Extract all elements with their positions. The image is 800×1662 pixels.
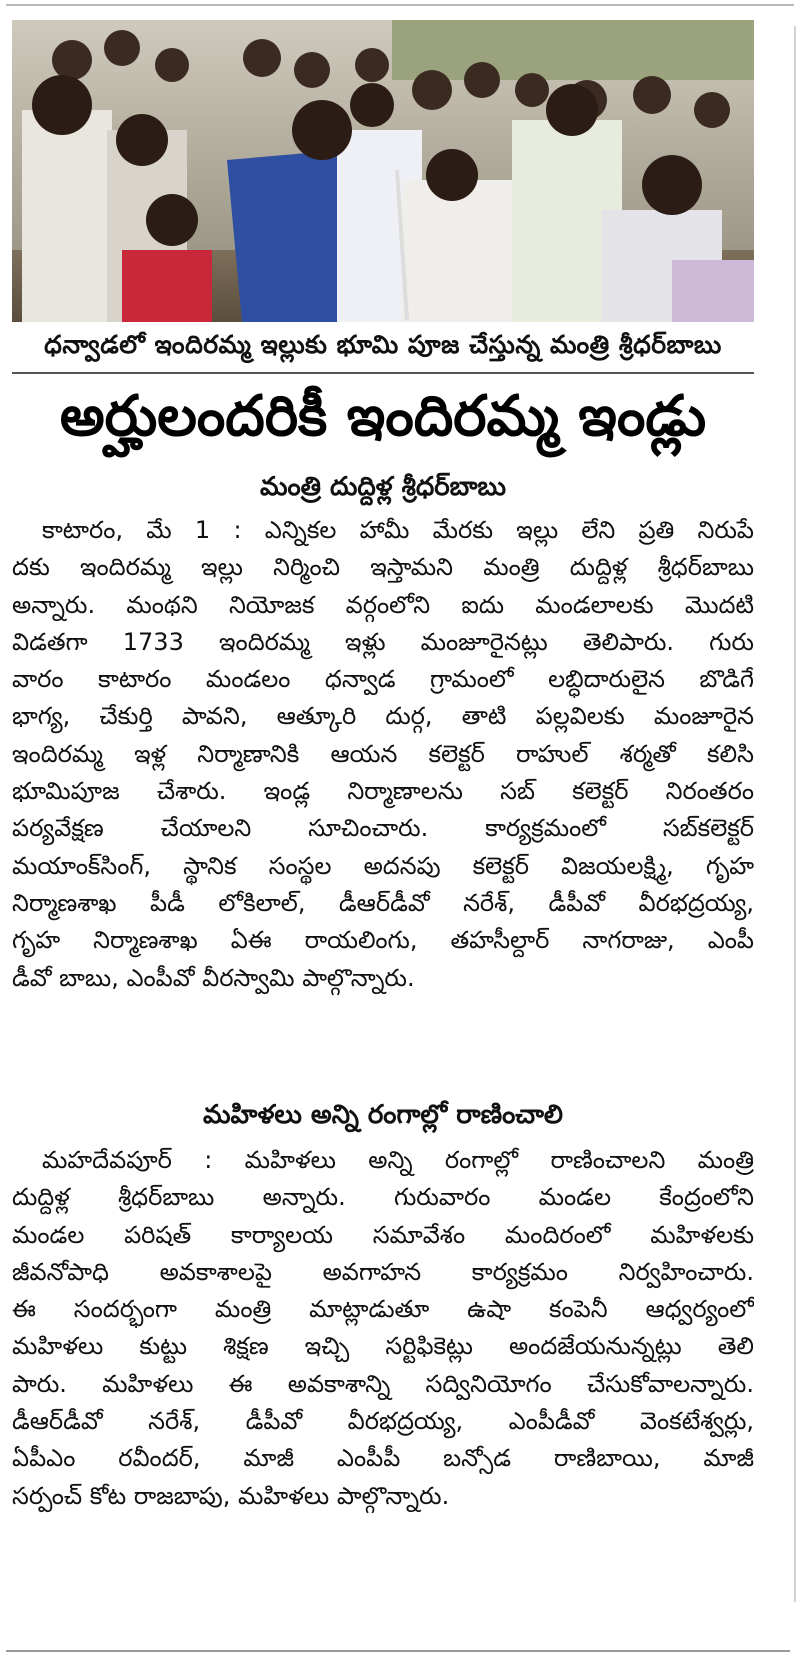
- article-headline: అర్హులందరికీ ఇందిరమ్మ ఇండ్లు: [59, 383, 707, 449]
- body-line: [12, 848, 754, 885]
- body-line: [12, 922, 754, 959]
- right-rule: [794, 26, 796, 1602]
- body-line-text: మండల పరిషత్ కార్యాలయ సమావేశం మందిరంలో మహిళలకు: [12, 1220, 754, 1249]
- body-line: [12, 1217, 754, 1254]
- photo-caption: ధన్వాడలో ఇందిరమ్మ ఇల్లుకు భూమి పూజ చేస్తున్న మంత్రి శ్రీధర్‌బాబు: [44, 330, 722, 359]
- body-line: [12, 587, 754, 624]
- body-line-text: ఇందిరమ్మ ఇళ్ల నిర్మాణానికి ఆయన కలెక్టర్ రాహుల్ శర్మతో కలిసి: [12, 739, 754, 768]
- body-line: [12, 1328, 754, 1365]
- body-line-text: పారు. మహిళలు ఈ అవకాశాన్ని సద్వినియోగం చేసుకోవాలన్నారు.: [12, 1369, 754, 1398]
- body-line: [12, 773, 754, 810]
- caption-divider: [12, 372, 754, 374]
- body-line-text: విడతగా 1733 ఇందిరమ్మ ఇళ్లు మంజూరైనట్లు తెలిపారు. గురు: [12, 627, 754, 656]
- body-line: [12, 661, 754, 698]
- body-line-text: సర్పంచ్ కోట రాజబాపు, మహిళలు పాల్గొన్నారు.: [12, 1481, 450, 1510]
- body-line: [12, 698, 754, 735]
- body-line-text: మహదేవపూర్ : మహిళలు అన్ని రంగాల్లో రాణించాలని మంత్రి: [42, 1146, 754, 1174]
- body-line-text: దకు ఇందిరమ్మ ఇల్లు నిర్మించి ఇస్తామని మంత్రి దుద్దిళ్ల శ్రీధర్‌బాబు: [12, 553, 754, 582]
- body-line: [12, 1179, 754, 1216]
- body-line: [12, 1254, 754, 1291]
- body-line-text: గృహ నిర్మాణశాఖ ఏఈ రాయలింగు, తహసీల్దార్ నాగరాజు, ఎంపీ: [12, 926, 754, 955]
- body-line-text: పర్యవేక్షణ చేయాలని సూచించారు. కార్యక్రమంలో సబ్‌కలెక్టర్: [12, 814, 754, 843]
- body-line-text: ఈ సందర్భంగా మంత్రి మాట్లాడుతూ ఉషా కంపెనీ ఆధ్వర్యంలో: [12, 1295, 754, 1324]
- body-line-text: నిర్మాణశాఖ పీడీ లోకిలాల్, డీఆర్‌డీవో నరేశ్, డీపీవో వీరభద్రయ్య,: [12, 888, 754, 917]
- body-line: [12, 1403, 754, 1440]
- body-line-text: జీవనోపాధి అవకాశాలపై అవగాహన కార్యక్రమం నిర్వహించారు.: [12, 1257, 754, 1286]
- top-rule: [6, 4, 794, 6]
- body-line: [12, 624, 754, 661]
- body-line-text: మయాంక్‌సింగ్, స్థానిక సంస్థల అదనపు కలెక్టర్ విజయలక్ష్మి, గృహ: [12, 851, 754, 880]
- body-line: [12, 1291, 754, 1328]
- body-line-text: కాటారం, మే 1 : ఎన్నికల హామీ మేరకు ఇల్లు లేని ప్రతి నిరుపే: [42, 516, 754, 544]
- article-body: [12, 512, 754, 997]
- bottom-rule: [6, 1650, 790, 1652]
- body-line-text: ఏపీఎం రవీందర్, మాజీ ఎంపీపీ బన్సోడ రాణిబాయి, మాజీ: [12, 1444, 754, 1473]
- body-line-text: భాగ్య, చేకుర్తి పావని, ఆత్కూరి దుర్గ, తాటి పల్లవిలకు మంజూరైన: [12, 702, 754, 731]
- body-line-text: మహిళలు కుట్టు శిక్షణ ఇచ్చి సర్టిఫికెట్లు అందజేయనున్నట్లు తెలి: [12, 1332, 754, 1361]
- body-line: [12, 1440, 754, 1477]
- body-line-text: డీఆర్‌డీవో నరేశ్, డీపీవో వీరభద్రయ్య, ఎంపీడీవో వెంకటేశ్వర్లు,: [12, 1407, 754, 1436]
- body-line: [12, 1478, 754, 1515]
- body-line: [12, 736, 754, 773]
- body-line: [12, 960, 754, 997]
- body-line: [12, 1366, 754, 1403]
- news-photo: [12, 20, 754, 322]
- crowd-photo-illustration: [12, 20, 754, 322]
- body-line-text: వారం కాటారం మండలం ధన్వాడ గ్రామంలో లబ్ధిదారులైన బొడిగే: [12, 665, 754, 694]
- body-line: [12, 549, 754, 586]
- subarticle-headline: మహిళలు అన్ని రంగాల్లో రాణించాలి: [203, 1100, 563, 1130]
- body-line-text: డీవో బాబు, ఎంపీవో వీరస్వామి పాల్గొన్నారు.: [12, 963, 415, 992]
- subarticle-body: [12, 1142, 754, 1515]
- body-line-text: అన్నారు. మంథని నియోజక వర్గంలోని ఐదు మండలాలకు మొదటి: [12, 590, 754, 619]
- body-line: [12, 810, 754, 847]
- body-line-text: భూమిపూజ చేశారు. ఇండ్ల నిర్మాణాలను సబ్ కలెక్టర్ నిరంతరం: [12, 777, 754, 806]
- body-line: [12, 1142, 754, 1179]
- body-line: [12, 885, 754, 922]
- body-line: [12, 512, 754, 549]
- article-byline: మంత్రి దుద్దిళ్ల శ్రీధర్‌బాబు: [259, 472, 507, 502]
- body-line-text: దుద్దిళ్ల శ్రీధర్‌బాబు అన్నారు. గురువారం మండల కేంద్రంలోని: [12, 1183, 754, 1212]
